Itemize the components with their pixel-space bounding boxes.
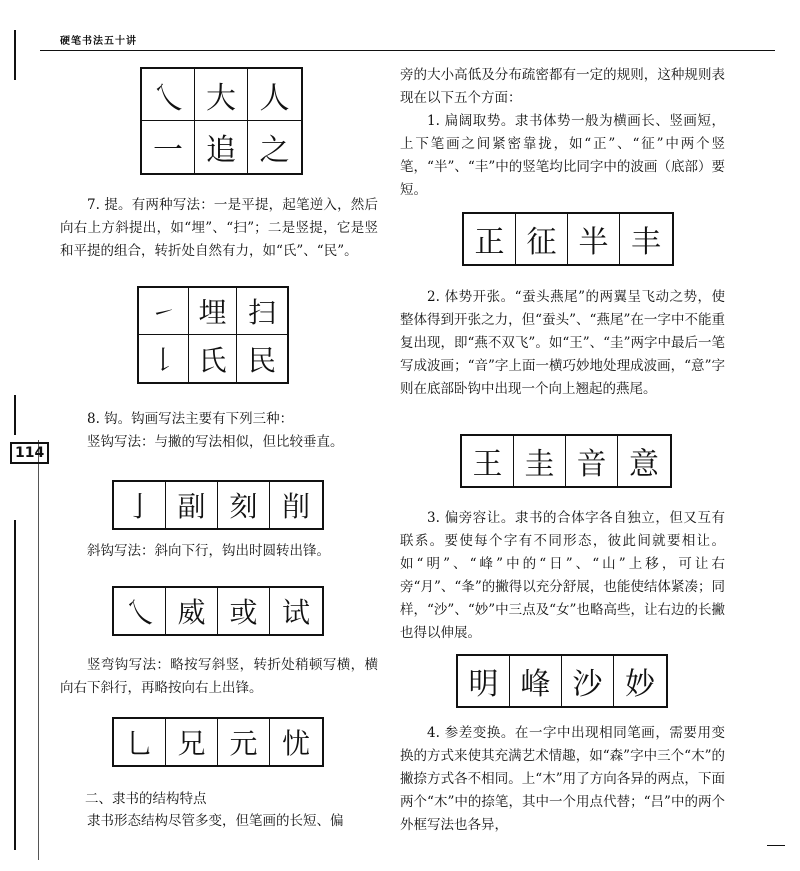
paragraph-rule-1: 1. 扁阔取势。隶书体势一般为横画长、竖画短，上下笔画之间紧密靠拢，如“正”、“征”中两个竖笔，“半”、“丰”中的竖笔均比同字中的波画（底部）要短。: [400, 113, 725, 198]
paragraph-section: 隶书形态结构尽管多变，但笔画的长短、偏: [87, 813, 344, 829]
grid-cell: 音: [566, 436, 618, 486]
grid-cell: 扫: [237, 288, 287, 335]
example-grid-2: [460, 434, 672, 488]
paragraph-intro: 旁的大小高低及分布疏密都有一定的规则，这种规则表现在以下五个方面：: [400, 67, 725, 106]
grid-cell: 亅: [114, 482, 166, 528]
grid-cell: 削: [281, 490, 310, 523]
stroke-grid-ti: [137, 286, 289, 384]
example-grid-3: [456, 654, 668, 708]
stroke-grid-gou-1: [112, 480, 324, 530]
grid-cell: 埋: [189, 288, 237, 335]
margin-line: [14, 520, 16, 850]
grid-cell: 刻: [218, 482, 270, 528]
page-number: 114: [10, 442, 49, 464]
header-rule: [40, 50, 775, 51]
grid-cell: 氏: [189, 335, 237, 382]
grid-cell: 圭: [514, 436, 566, 486]
stroke-grid-gou-3: [112, 717, 324, 767]
grid-cell: 半: [568, 214, 620, 264]
stroke-grid-gou-2: [112, 586, 324, 636]
grid-cell: 之: [259, 133, 290, 168]
section-heading: 二、隶书的结构特点: [85, 791, 207, 807]
grid-cell: 乀: [142, 69, 195, 121]
paragraph-gou-intro: 8. 钩。钩画写法主要有下列三种：: [87, 411, 294, 427]
grid-cell: 𠄌: [139, 335, 189, 382]
paragraph-shugou: 竖钩写法：与撇的写法相似，但比较垂直。: [87, 434, 344, 450]
side-rule: [38, 440, 39, 860]
paragraph-rule-4: 4. 参差变换。在一字中出现相同笔画，需要用变换的方式来使其充满艺术情趣，如“森”字中三个“木”的撇捺方式各不相同。上“木”用了方向各异的两点，下面两个“木”中的捺笔，其中一个用点代替；“吕”中的两个外框写法也各异，: [400, 725, 725, 833]
grid-cell: 兄: [166, 719, 218, 765]
grid-cell: 意: [629, 447, 659, 482]
grid-cell: 峰: [510, 656, 562, 706]
stroke-grid-top: [140, 67, 303, 175]
grid-cell: 副: [166, 482, 218, 528]
margin-line: [14, 30, 16, 80]
grid-cell: 妙: [625, 667, 655, 702]
grid-cell: 追: [195, 121, 248, 173]
grid-cell: 大: [195, 69, 248, 121]
running-header: 硬笔书法五十讲: [60, 36, 137, 47]
grid-cell: 元: [218, 719, 270, 765]
grid-cell: 正: [464, 214, 516, 264]
grid-cell: 威: [166, 588, 218, 634]
grid-cell: 王: [462, 436, 514, 486]
grid-cell: 丰: [631, 225, 661, 260]
paragraph-shuwangou: 竖弯钩写法：略按写斜竖，转折处稍顿写横，横向右下斜行，再略按向右上出锋。: [60, 657, 378, 696]
paragraph-ti: 7. 提。有两种写法：一是平提，起笔逆入，然后向右上方斜提出，如“埋”、“扫”；二是竖提，它是竖和平提的组合，转折处自然有力，如“氏”、“民”。: [60, 197, 378, 259]
grid-cell: 忧: [281, 727, 310, 760]
paragraph-xiegou: 斜钩写法：斜向下行，钩出时圆转出锋。: [87, 543, 330, 559]
grid-cell: 乀: [114, 588, 166, 634]
paragraph-rule-2: 2. 体势开张。“蚕头燕尾”的两翼呈飞动之势，使整体得到开张之力，但“蚕头”、“燕尾”在一字中不能重复出现，即“燕不双飞”。如“王”、“圭”两字中最后一笔写成波画；“音”字上面一横巧妙地处理成波画，“意”字则在底部卧钩中出现一个向上翘起的燕尾。: [400, 289, 725, 397]
bottom-dash: [767, 845, 785, 846]
grid-cell: 民: [247, 343, 276, 377]
grid-cell: 试: [281, 596, 310, 629]
grid-cell: 征: [516, 214, 568, 264]
margin-line: [14, 395, 16, 435]
grid-cell: 沙: [562, 656, 614, 706]
paragraph-rule-3: 3. 偏旁容让。隶书的合体字各自独立，但又互有联系。要使每个字有不同形态，彼此间就要相让。如“明”、“峰”中的“日”、“山”上移，可让右旁“月”、“夆”的撇得以充分舒展，也能使结体紧凑；同样，“沙”、“妙”中三点及“女”也略高些，让右边的长撇也得以伸展。: [400, 510, 725, 641]
grid-cell: 一: [142, 121, 195, 173]
grid-cell: 明: [458, 656, 510, 706]
grid-cell: 乚: [114, 719, 166, 765]
grid-cell: 人: [248, 69, 301, 121]
grid-cell: ㇀: [139, 288, 189, 335]
grid-cell: 或: [218, 588, 270, 634]
example-grid-1: [462, 212, 674, 266]
